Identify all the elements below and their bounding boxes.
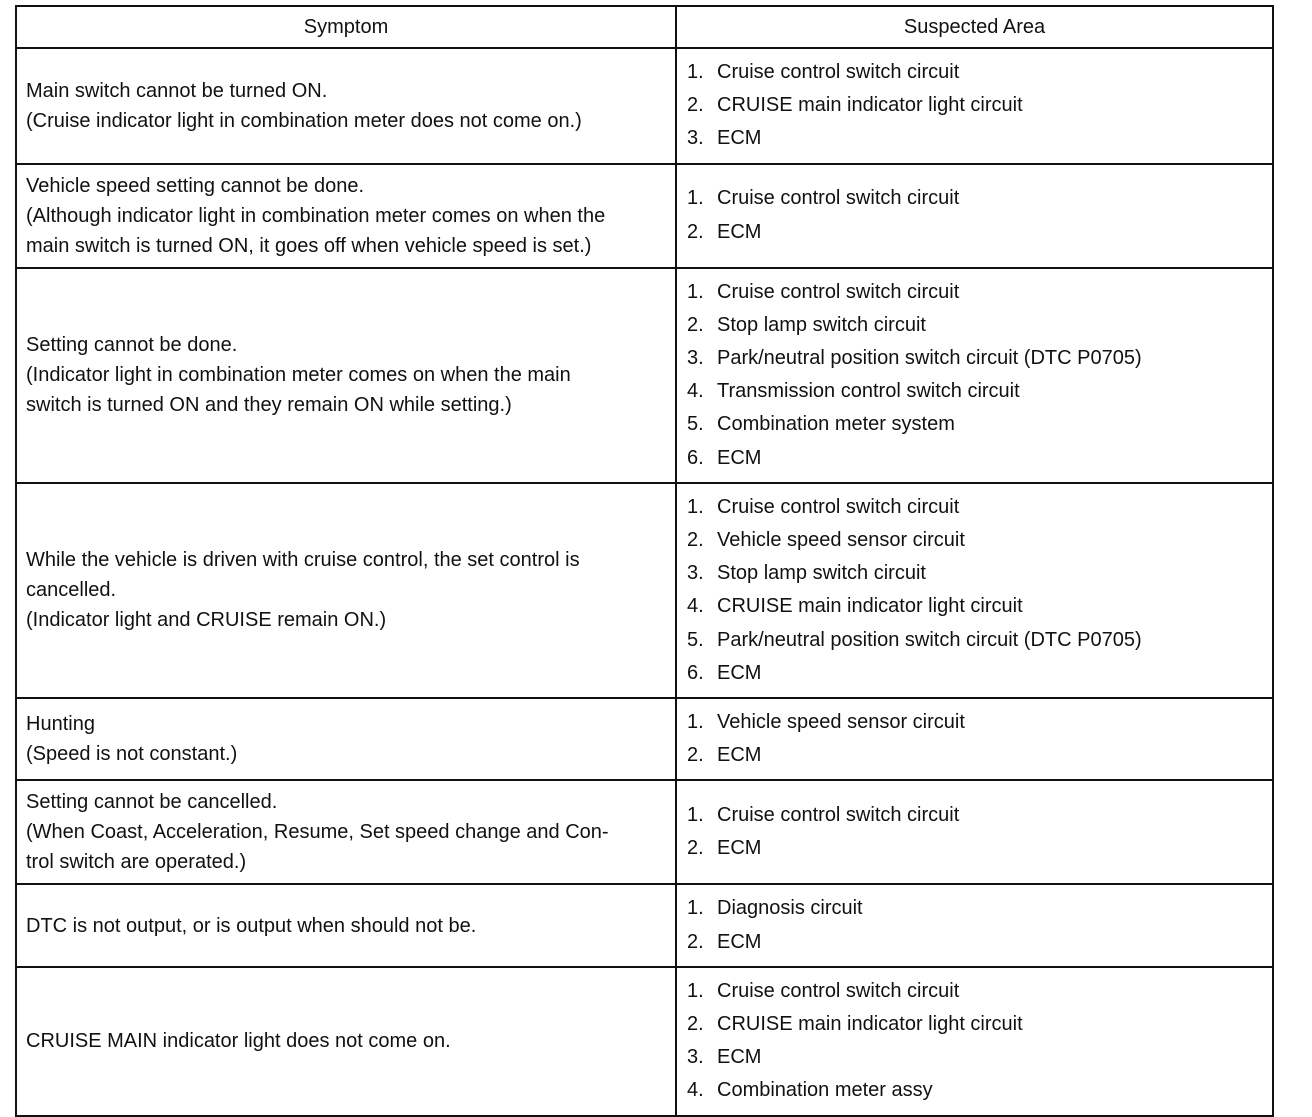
table-row (16, 967, 1273, 1116)
item-number: 4. (687, 1079, 704, 1102)
item-number: 5. (687, 628, 704, 651)
suspected-area-item (687, 442, 1262, 475)
troubleshooting-table (15, 5, 1274, 1117)
suspected-area-list (687, 276, 1262, 475)
suspected-area-item (687, 926, 1262, 959)
symptom-text-line: (Speed is not constant.) (26, 743, 238, 766)
item-number: 1. (687, 979, 704, 1002)
suspected-area-list (687, 706, 1262, 772)
suspected-area-item (687, 1074, 1262, 1107)
suspected-area-item (687, 524, 1262, 557)
symptom-text-line: Main switch cannot be turned ON. (26, 79, 328, 102)
symptom-cell (16, 164, 676, 268)
item-number: 2. (687, 837, 704, 860)
suspected-area-item (687, 89, 1262, 122)
item-text: ECM (717, 220, 762, 243)
suspected-area-item (687, 1008, 1262, 1041)
symptom-text-line: switch is turned ON and they remain ON while setting.) (26, 394, 512, 417)
suspected-area-cell (676, 48, 1273, 164)
item-text: Transmission control switch circuit (717, 380, 1020, 403)
suspected-area-cell (676, 483, 1273, 698)
suspected-area-cell (676, 698, 1273, 780)
item-text: Cruise control switch circuit (717, 187, 960, 210)
symptom-text-line: trol switch are operated.) (26, 851, 247, 874)
suspected-area-cell (676, 967, 1273, 1116)
item-text: Park/neutral position switch circuit (DTC P0705) (717, 347, 1142, 370)
symptom-cell (16, 967, 676, 1116)
header-symptom: Symptom (16, 6, 676, 48)
item-text: Cruise control switch circuit (717, 280, 960, 303)
item-number: 2. (687, 313, 704, 336)
suspected-area-list (687, 892, 1262, 958)
suspected-area-item (687, 624, 1262, 657)
suspected-area-item (687, 590, 1262, 623)
suspected-area-cell (676, 164, 1273, 268)
symptom-text-line: While the vehicle is driven with cruise control, the set control is (26, 549, 580, 572)
table-row (16, 48, 1273, 164)
suspected-area-item (687, 832, 1262, 865)
item-number: 6. (687, 446, 704, 469)
table-row (16, 780, 1273, 884)
symptom-text-line: (Indicator light in combination meter comes on when the main (26, 364, 571, 387)
table-header-row (16, 6, 1273, 48)
suspected-area-list (687, 491, 1262, 690)
symptom-text-line: CRUISE MAIN indicator light does not come on. (26, 1030, 451, 1053)
suspected-area-item (687, 122, 1262, 155)
symptom-text-line: (When Coast, Acceleration, Resume, Set speed change and Con- (26, 821, 609, 844)
symptom-text-line: main switch is turned ON, it goes off when vehicle speed is set.) (26, 234, 592, 257)
symptom-cell (16, 780, 676, 884)
suspected-area-item (687, 1041, 1262, 1074)
item-number: 5. (687, 413, 704, 436)
symptom-cell (16, 268, 676, 483)
suspected-area-cell (676, 780, 1273, 884)
item-text: Combination meter assy (717, 1079, 933, 1102)
suspected-area-item (687, 309, 1262, 342)
suspected-area-list (687, 975, 1262, 1108)
suspected-area-item (687, 375, 1262, 408)
item-text: Stop lamp switch circuit (717, 562, 926, 585)
symptom-text-line: Setting cannot be cancelled. (26, 791, 278, 814)
item-text: ECM (717, 744, 762, 767)
item-number: 1. (687, 61, 704, 83)
item-text: Diagnosis circuit (717, 897, 863, 920)
header-suspected-area: Suspected Area (676, 6, 1273, 48)
suspected-area-item (687, 276, 1262, 309)
table-row (16, 268, 1273, 483)
item-number: 2. (687, 930, 704, 953)
suspected-area-item (687, 739, 1262, 772)
item-text: ECM (717, 930, 762, 953)
table-body (16, 48, 1273, 1116)
item-number: 2. (687, 744, 704, 767)
suspected-area-item (687, 799, 1262, 832)
suspected-area-item (687, 975, 1262, 1008)
symptom-text-line: cancelled. (26, 579, 117, 602)
table-row (16, 483, 1273, 698)
table-row (16, 698, 1273, 780)
symptom-text-line: Setting cannot be done. (26, 334, 238, 357)
suspected-area-cell (676, 884, 1273, 966)
item-number: 1. (687, 495, 704, 518)
item-number: 1. (687, 804, 704, 827)
table-row (16, 884, 1273, 966)
suspected-area-item (687, 216, 1262, 249)
suspected-area-item (687, 491, 1262, 524)
suspected-area-item (687, 657, 1262, 690)
suspected-area-list (687, 799, 1262, 865)
item-text: ECM (717, 127, 762, 150)
suspected-area-item (687, 706, 1262, 739)
symptom-text-line: DTC is not output, or is output when should not be. (26, 914, 477, 937)
item-text: Cruise control switch circuit (717, 61, 960, 83)
item-text: Vehicle speed sensor circuit (717, 711, 965, 734)
item-text: Park/neutral position switch circuit (DTC P0705) (717, 628, 1142, 651)
item-text: ECM (717, 446, 762, 469)
item-number: 4. (687, 380, 704, 403)
item-number: 1. (687, 280, 704, 303)
suspected-area-item (687, 342, 1262, 375)
item-text: Cruise control switch circuit (717, 495, 960, 518)
suspected-area-list (687, 56, 1262, 156)
suspected-area-item (687, 892, 1262, 925)
item-text: ECM (717, 837, 762, 860)
suspected-area-item (687, 182, 1262, 215)
item-text: Cruise control switch circuit (717, 804, 960, 827)
item-number: 2. (687, 529, 704, 552)
item-text: Stop lamp switch circuit (717, 313, 926, 336)
item-text: Combination meter system (717, 413, 955, 436)
symptom-text-line: Hunting (26, 713, 95, 736)
item-number: 2. (687, 94, 704, 117)
item-number: 2. (687, 1013, 704, 1036)
item-text: CRUISE main indicator light circuit (717, 94, 1023, 117)
item-text: CRUISE main indicator light circuit (717, 595, 1023, 618)
symptom-cell (16, 884, 676, 966)
suspected-area-item (687, 408, 1262, 441)
symptom-cell (16, 48, 676, 164)
suspected-area-item (687, 557, 1262, 590)
item-number: 4. (687, 595, 704, 618)
item-text: Vehicle speed sensor circuit (717, 529, 965, 552)
item-number: 3. (687, 1046, 704, 1069)
symptom-text-line: (Although indicator light in combination meter comes on when the (26, 204, 606, 227)
item-text: ECM (717, 1046, 762, 1069)
item-number: 1. (687, 711, 704, 734)
item-number: 3. (687, 562, 704, 585)
item-number: 6. (687, 661, 704, 684)
symptom-text-line: Vehicle speed setting cannot be done. (26, 174, 365, 197)
item-number: 3. (687, 347, 704, 370)
symptom-cell (16, 483, 676, 698)
item-text: Cruise control switch circuit (717, 979, 960, 1002)
suspected-area-item (687, 56, 1262, 89)
symptom-text-line: (Indicator light and CRUISE remain ON.) (26, 609, 387, 632)
item-number: 3. (687, 127, 704, 150)
suspected-area-cell (676, 268, 1273, 483)
item-number: 2. (687, 220, 704, 243)
item-number: 1. (687, 897, 704, 920)
symptom-text-line: (Cruise indicator light in combination meter does not come on.) (26, 109, 582, 132)
item-text: CRUISE main indicator light circuit (717, 1013, 1023, 1036)
suspected-area-list (687, 182, 1262, 248)
item-text: ECM (717, 661, 762, 684)
table-row (16, 164, 1273, 268)
symptom-cell (16, 698, 676, 780)
item-number: 1. (687, 187, 704, 210)
